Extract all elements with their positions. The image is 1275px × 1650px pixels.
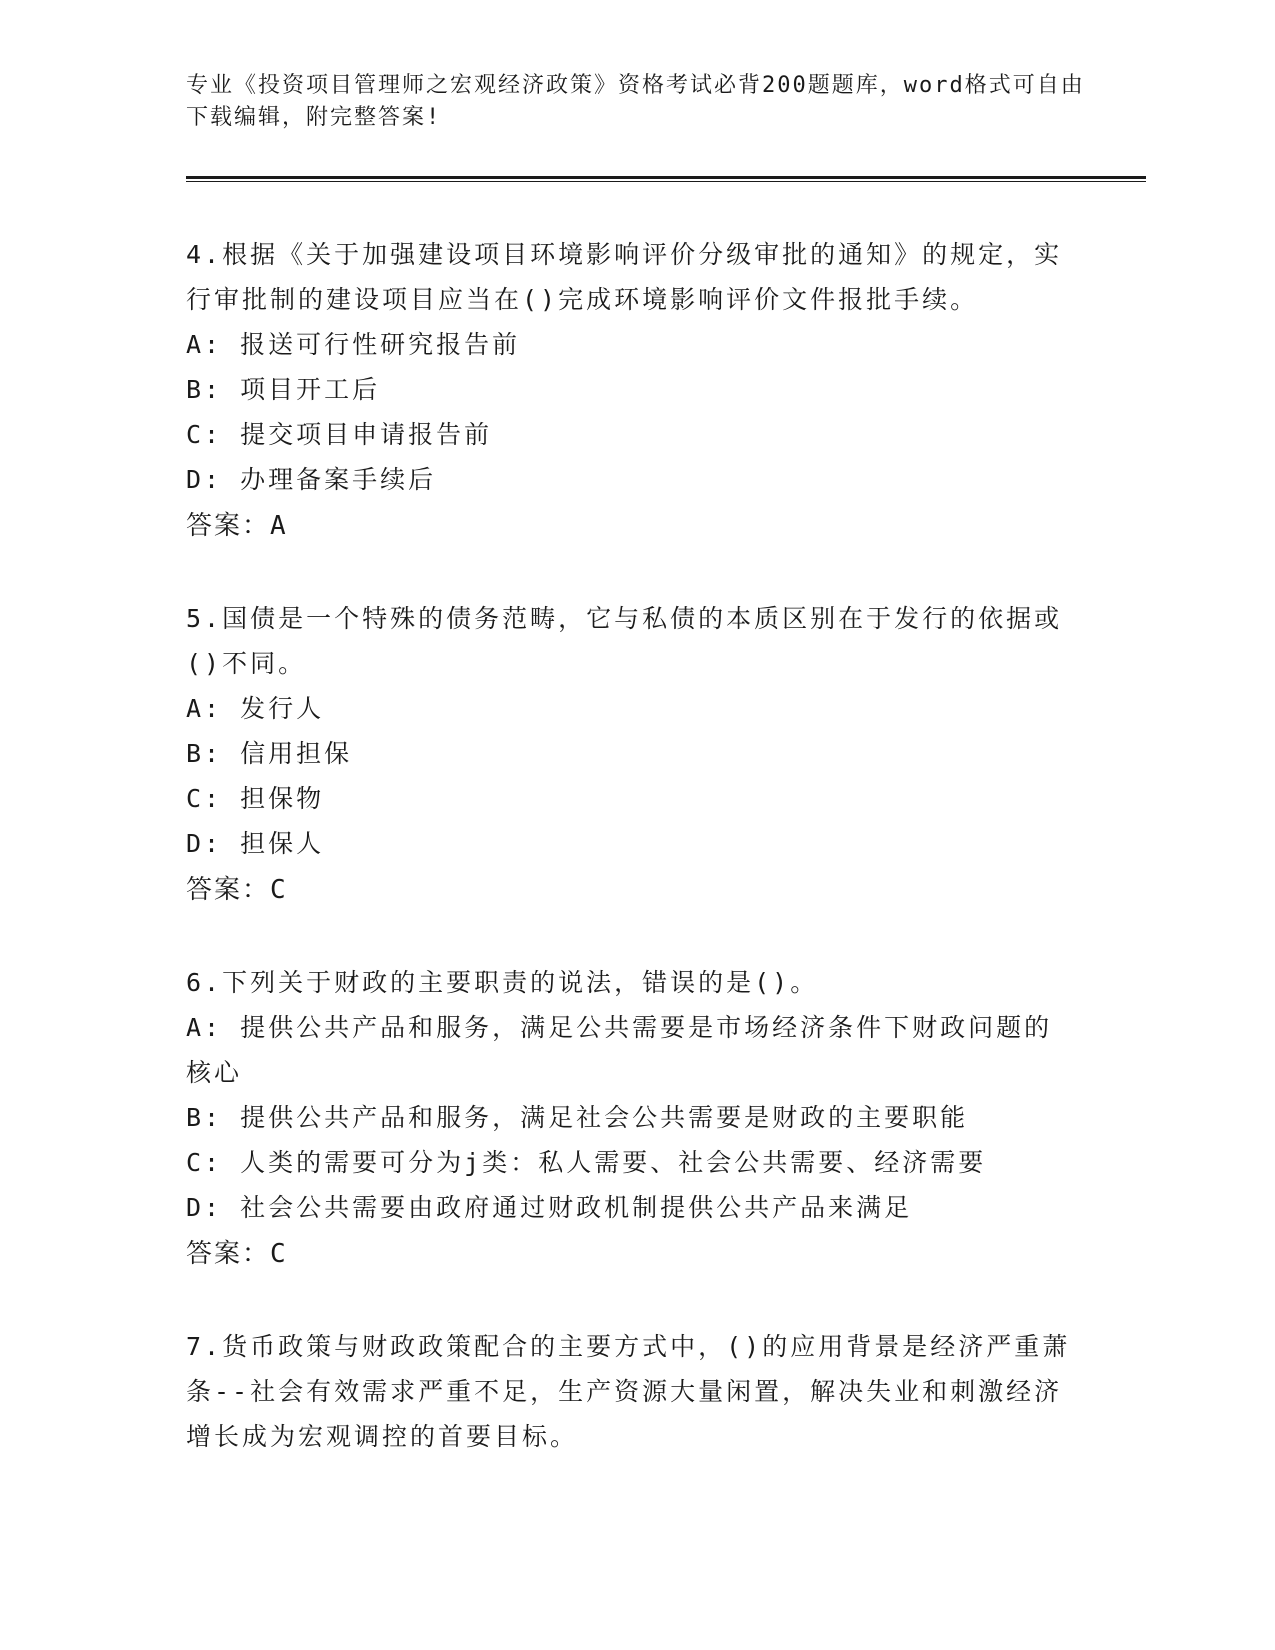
answer-value: C <box>270 875 288 905</box>
option-b: B: 信用担保 <box>186 739 353 768</box>
question-text: 7.货币政策与财政政策配合的主要方式中，()的应用背景是经济严重萧条--社会有效需求严重不足，生产资源大量闲置，解决失业和刺激经济增长成为宏观调控的首要目标。 <box>186 1332 1071 1451</box>
option-b: B: 提供公共产品和服务，满足社会公共需要是财政的主要职能 <box>186 1103 969 1132</box>
option-a: A: 报送可行性研究报告前 <box>186 330 521 359</box>
answer-value: C <box>270 1239 288 1269</box>
answer-line <box>186 1230 1076 1278</box>
header-rule-thick <box>186 176 1146 179</box>
answer-line <box>186 502 1076 550</box>
option-d: D: 担保人 <box>186 829 325 858</box>
document-header: 专业《投资项目管理师之宏观经济政策》资格考试必背200题题库，word格式可自由下载编辑，附完整答案! <box>186 73 1085 130</box>
option-a: A: 提供公共产品和服务，满足公共需要是市场经济条件下财政问题的核心 <box>186 1013 1053 1087</box>
option-c: C: 人类的需要可分为j类：私人需要、社会公共需要、经济需要 <box>186 1148 987 1177</box>
option-b: B: 项目开工后 <box>186 375 381 404</box>
question-text: 6.下列关于财政的主要职责的说法，错误的是()。 <box>186 968 819 997</box>
option-d: D: 社会公共需要由政府通过财政机制提供公共产品来满足 <box>186 1193 913 1222</box>
question-6 <box>186 960 1076 1278</box>
answer-value: A <box>270 511 288 541</box>
question-5 <box>186 596 1076 914</box>
option-c: C: 提交项目申请报告前 <box>186 420 493 449</box>
question-text: 5.国债是一个特殊的债务范畴，它与私债的本质区别在于发行的依据或()不同。 <box>186 604 1063 678</box>
header-rule-thin <box>186 181 1146 182</box>
question-text: 4.根据《关于加强建设项目环境影响评价分级审批的通知》的规定，实行审批制的建设项目应当在()完成环境影响评价文件报批手续。 <box>186 240 1063 314</box>
answer-line <box>186 866 1076 914</box>
answer-label: 答案： <box>186 1239 271 1269</box>
option-a: A: 发行人 <box>186 694 325 723</box>
question-4 <box>186 232 1076 550</box>
question-list <box>186 232 1076 1505</box>
question-7 <box>186 1324 1076 1459</box>
option-d: D: 办理备案手续后 <box>186 465 437 494</box>
answer-label: 答案： <box>186 511 271 541</box>
answer-label: 答案： <box>186 875 271 905</box>
option-c: C: 担保物 <box>186 784 325 813</box>
